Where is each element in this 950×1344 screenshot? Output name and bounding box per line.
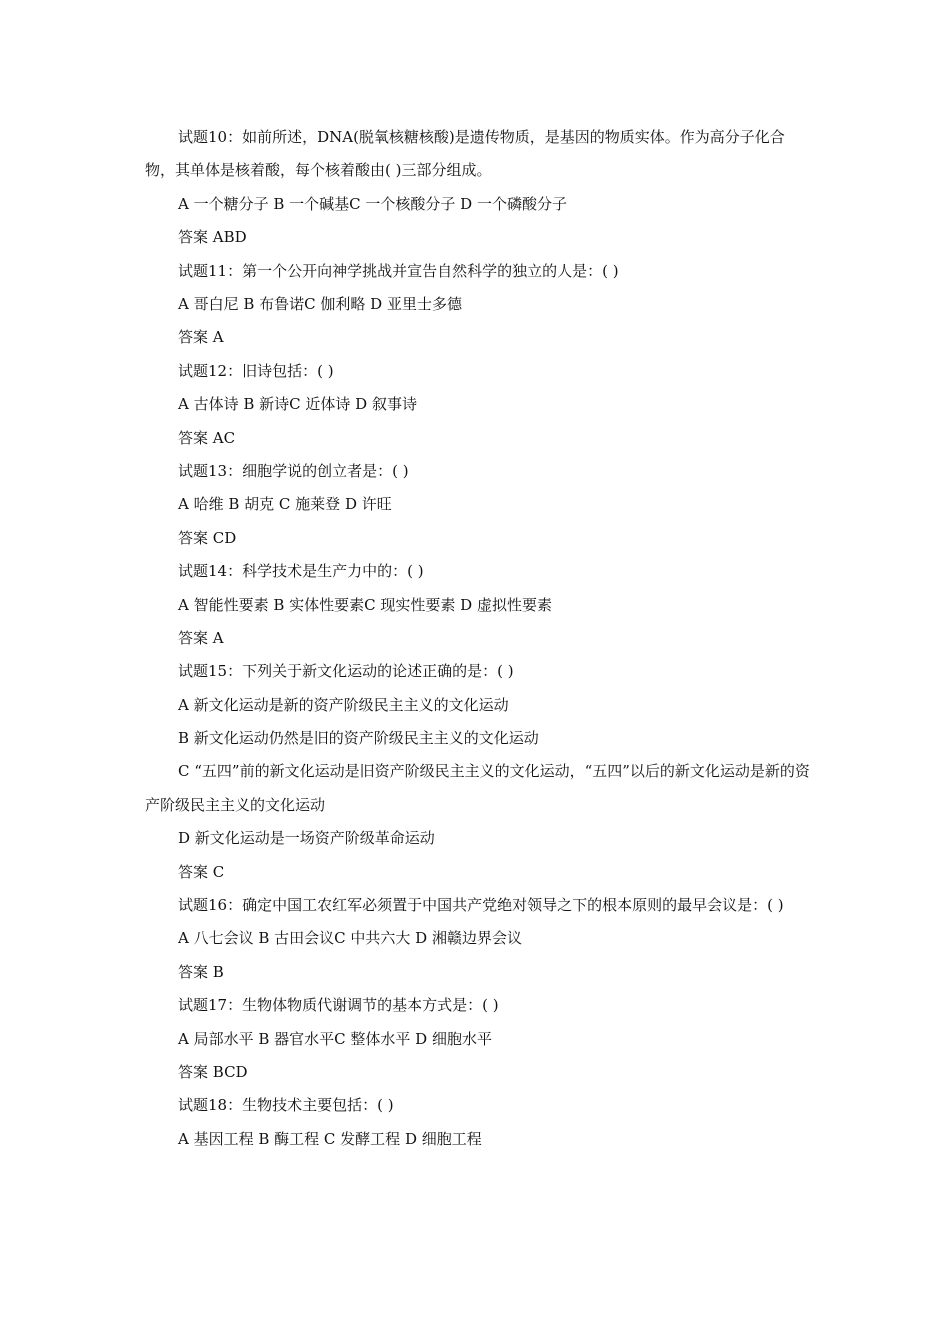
question-12-stem: 试题12：旧诗包括：( )	[178, 361, 334, 380]
question-15-option-c: C “五四”前的新文化运动是旧资产阶级民主主义的文化运动，“五四”以后的新文化运动是新的资产阶级民主主义的文化运动	[145, 762, 810, 814]
question-15-option-d: D 新文化运动是一场资产阶级革命运动	[178, 829, 435, 848]
question-10-stem: 试题10：如前所述，DNA(脱氧核糖核酸)是遗传物质，是基因的物质实体。作为高分子化合物，其单体是核着酸，每个核着酸由( )三部分组成。	[145, 128, 785, 180]
question-13-answer: 答案 CD	[178, 528, 237, 547]
question-17-options: A 局部水平 B 器官水平C 整体水平 D 细胞水平	[178, 1029, 492, 1048]
question-12-answer: 答案 AC	[178, 428, 236, 447]
question-14-answer: 答案 A	[178, 628, 224, 647]
question-14-options: A 智能性要素 B 实体性要素C 现实性要素 D 虚拟性要素	[178, 595, 552, 614]
document-body	[145, 121, 813, 1156]
question-10-answer: 答案 ABD	[178, 228, 247, 247]
question-11-options: A 哥白尼 B 布鲁诺C 伽利略 D 亚里士多德	[178, 294, 462, 313]
question-18-options: A 基因工程 B 酶工程 C 发酵工程 D 细胞工程	[178, 1129, 482, 1148]
question-15-option-b: B 新文化运动仍然是旧的资产阶级民主主义的文化运动	[178, 729, 539, 748]
question-16-stem: 试题16：确定中国工农红军必须置于中国共产党绝对领导之下的根本原则的最早会议是：( )	[178, 896, 784, 915]
question-16-options: A 八七会议 B 古田会议C 中共六大 D 湘赣边界会议	[178, 929, 522, 948]
question-11-answer: 答案 A	[178, 328, 224, 347]
question-15-stem: 试题15：下列关于新文化运动的论述正确的是：( )	[178, 662, 514, 681]
question-11-stem: 试题11：第一个公开向神学挑战并宣告自然科学的独立的人是：( )	[178, 261, 619, 280]
question-17-stem: 试题17：生物体物质代谢调节的基本方式是：( )	[178, 996, 499, 1015]
question-15-option-a: A 新文化运动是新的资产阶级民主主义的文化运动	[178, 695, 509, 714]
question-15-answer: 答案 C	[178, 862, 225, 881]
question-17-answer: 答案 BCD	[178, 1063, 248, 1082]
question-10-options: A 一个糖分子 B 一个碱基C 一个核酸分子 D 一个磷酸分子	[178, 194, 567, 213]
question-12-options: A 古体诗 B 新诗C 近体诗 D 叙事诗	[178, 395, 417, 414]
question-16-answer: 答案 B	[178, 962, 224, 981]
question-14-stem: 试题14：科学技术是生产力中的：( )	[178, 562, 424, 581]
question-13-options: A 哈维 B 胡克 C 施莱登 D 许旺	[178, 495, 392, 514]
question-13-stem: 试题13：细胞学说的创立者是：( )	[178, 461, 409, 480]
question-18-stem: 试题18：生物技术主要包括：( )	[178, 1096, 394, 1115]
